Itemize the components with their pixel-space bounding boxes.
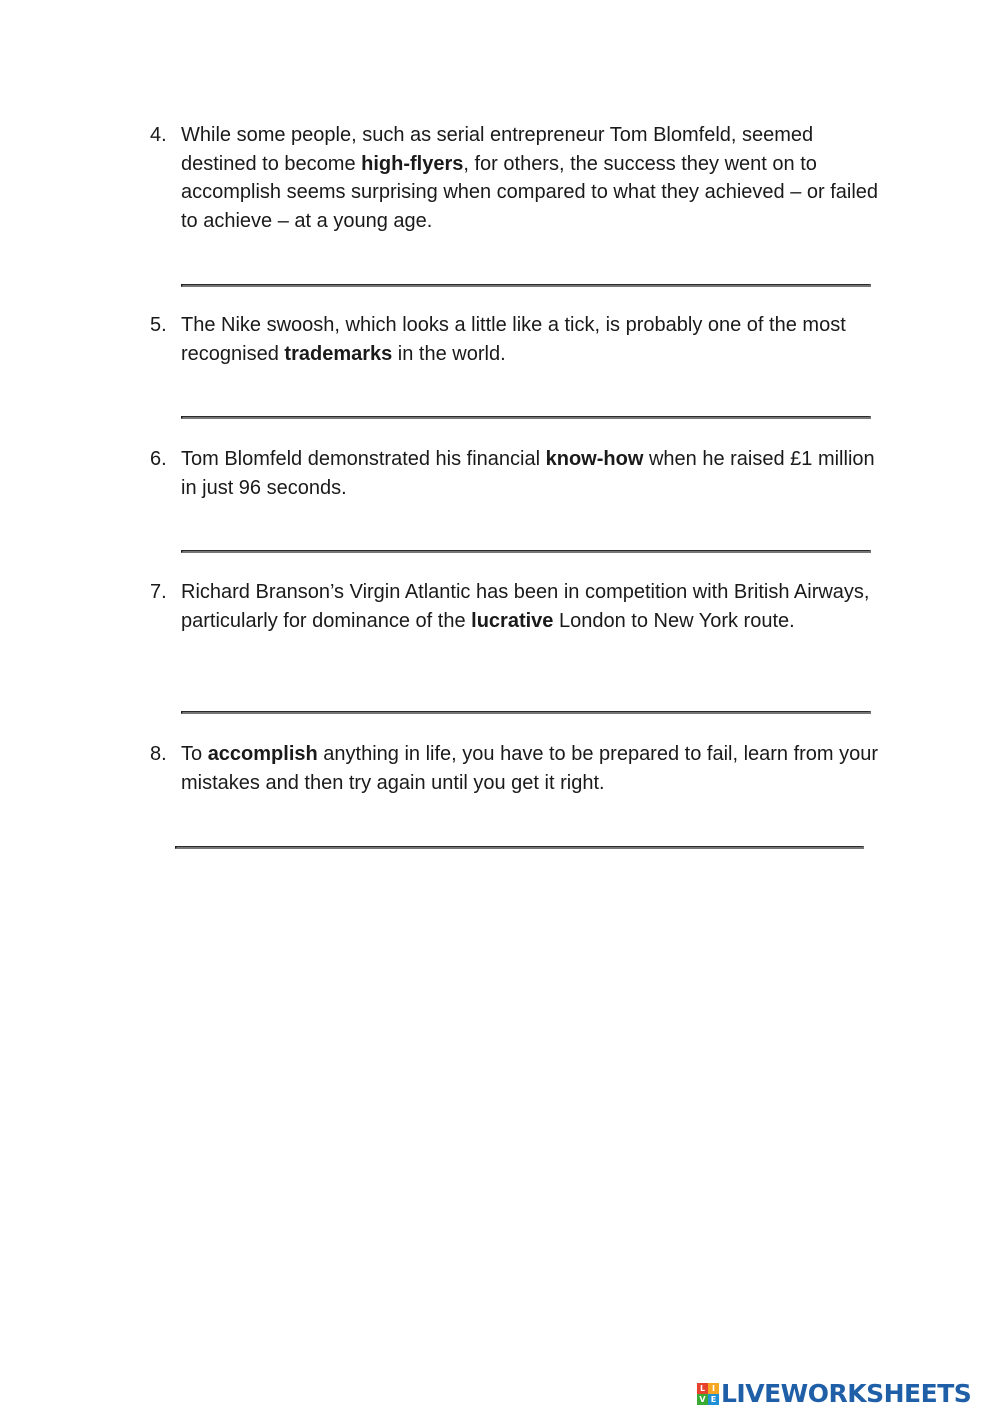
answer-field-5[interactable] (181, 416, 871, 419)
key-term: trademarks (284, 342, 393, 365)
question-text: To accomplish anything in life, you have to be prepared to fail, learn from your mistakes and then try again until you get it right. (181, 743, 879, 794)
answer-field-4[interactable] (181, 284, 871, 287)
key-term: accomplish (207, 743, 318, 765)
liveworksheets-logo-icon (697, 1383, 719, 1405)
key-term: know-how (545, 448, 644, 470)
question-number: 7. (150, 581, 167, 603)
key-term: lucrative (471, 609, 554, 632)
liveworksheets-logo-text: LIVEWORKSHEETS (721, 1379, 972, 1408)
logo-icon-letter: L (697, 1383, 708, 1394)
question-number: 6. (150, 448, 167, 470)
answer-field-8[interactable] (175, 846, 864, 849)
question-text: Tom Blomfeld demonstrated his financial know-how when he raised £1 million in just 96 seconds. (181, 448, 875, 499)
question-number: 4. (150, 124, 167, 146)
question-number: 5. (150, 314, 167, 336)
question-text: Richard Branson’s Virgin Atlantic has been in competition with British Airways, particularly for dominance of the lucrative London to New York route. (181, 581, 870, 632)
question-text: While some people, such as serial entrepreneur Tom Blomfeld, seemed destined to become high-flyers, for others, the success they went on to accomplish seems surprising when compared to what they achieved – or failed to achieve – at a young age. (181, 124, 879, 232)
answer-field-7[interactable] (181, 711, 871, 714)
answer-field-6[interactable] (181, 550, 871, 553)
logo-icon-letter: V (697, 1394, 708, 1405)
logo-icon-letter: I (708, 1383, 719, 1394)
question-number: 8. (150, 743, 167, 765)
question-text: The Nike swoosh, which looks a little like a tick, is probably one of the most recognised trademarks in the world. (181, 314, 846, 365)
logo-icon-letter: E (708, 1394, 719, 1405)
liveworksheets-logo (697, 1377, 971, 1411)
key-term: high-flyers (361, 152, 464, 175)
